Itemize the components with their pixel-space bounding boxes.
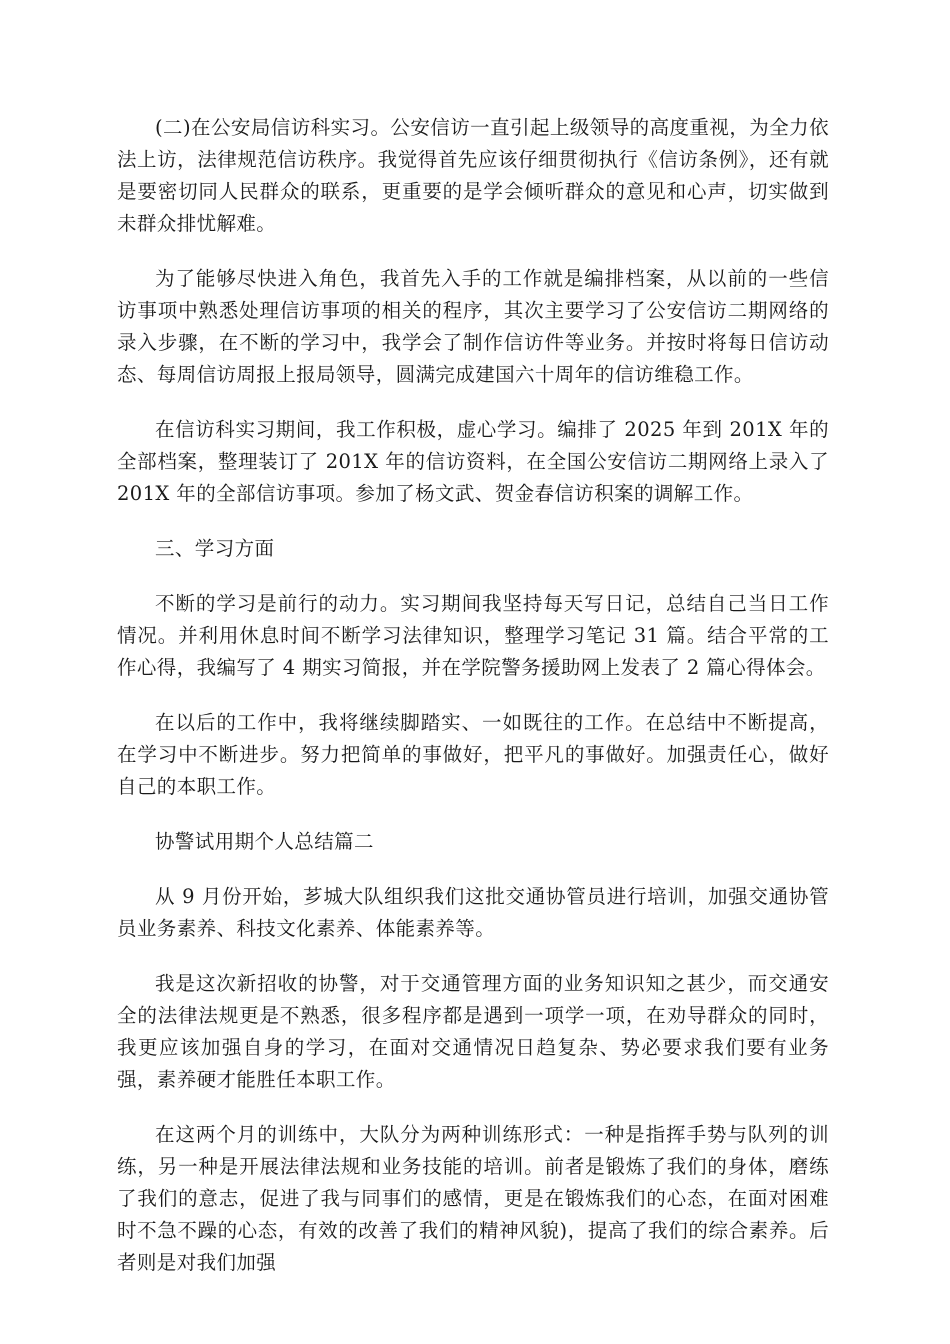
- section-heading-study: 三、学习方面: [155, 537, 275, 560]
- paragraph-continuous-learning: 不断的学习是前行的动力。实习期间我坚持每天写日记，总结自己当日工作情况。并利用休息时间不断学习法律知识，整理学习笔记 31 篇。结合平常的工作心得，我编写了 4 期实习简报，并在学院警务援助网上发表了 2 篇心得体会。: [117, 592, 829, 679]
- paragraph-two-month-training: 在这两个月的训练中，大队分为两种训练形式：一种是指挥手势与队列的训练，另一种是开展法律法规和业务技能的培训。前者是锻炼了我们的身体，磨练了我们的意志，促进了我与同事们的感情，更是在锻炼我们的心态，在面对困难时不急不躁的心态，有效的改善了我们的精神风貌)，提高了我们的综合素养。后者则是对我们加强: [117, 1123, 829, 1274]
- document-page: [117, 112, 829, 1302]
- paragraph-training-start: 从 9 月份开始，芗城大队组织我们这批交通协管员进行培训，加强交通协管员业务素养、科技文化素养、体能素养等。: [117, 885, 829, 940]
- paragraph-internship-period: 在信访科实习期间，我工作积极，虚心学习。编排了 2025 年到 201X 年的全部档案，整理装订了 201X 年的信访资料，在全国公安信访二期网络上录入了 201X 年的全部信访事项。参加了杨文武、贺金春信访积案的调解工作。: [117, 418, 829, 505]
- paragraph-internship-petition-office: (二)在公安局信访科实习。公安信访一直引起上级领导的高度重视，为全力依法上访，法律规范信访秩序。我觉得首先应该仔细贯彻执行《信访条例》，还有就是要密切同人民群众的联系，更重要的是学会倾听群众的意见和心声，切实做到未群众排忧解难。: [117, 116, 829, 235]
- paragraph-new-recruit: 我是这次新招收的协警，对于交通管理方面的业务知识知之甚少，而交通安全的法律法规更是不熟悉，很多程序都是遇到一项学一项，在劝导群众的同时，我更应该加强自身的学习，在面对交通情况日趋复杂、势必要求我们要有业务强，素养硬才能胜任本职工作。: [117, 972, 829, 1091]
- paragraph-archive-work: 为了能够尽快进入角色，我首先入手的工作就是编排档案，从以前的一些信访事项中熟悉处理信访事项的相关的程序，其次主要学习了公安信访二期网络的录入步骤，在不断的学习中，我学会了制作信访件等业务。并按时将每日信访动态、每周信访周报上报局领导，圆满完成建国六十周年的信访维稳工作。: [117, 267, 829, 386]
- paragraph-future-work: 在以后的工作中，我将继续脚踏实、一如既往的工作。在总结中不断提高，在学习中不断进步。努力把简单的事做好，把平凡的事做好。加强责任心，做好自己的本职工作。: [117, 711, 829, 798]
- article-title-part-two: 协警试用期个人总结篇二: [155, 830, 374, 853]
